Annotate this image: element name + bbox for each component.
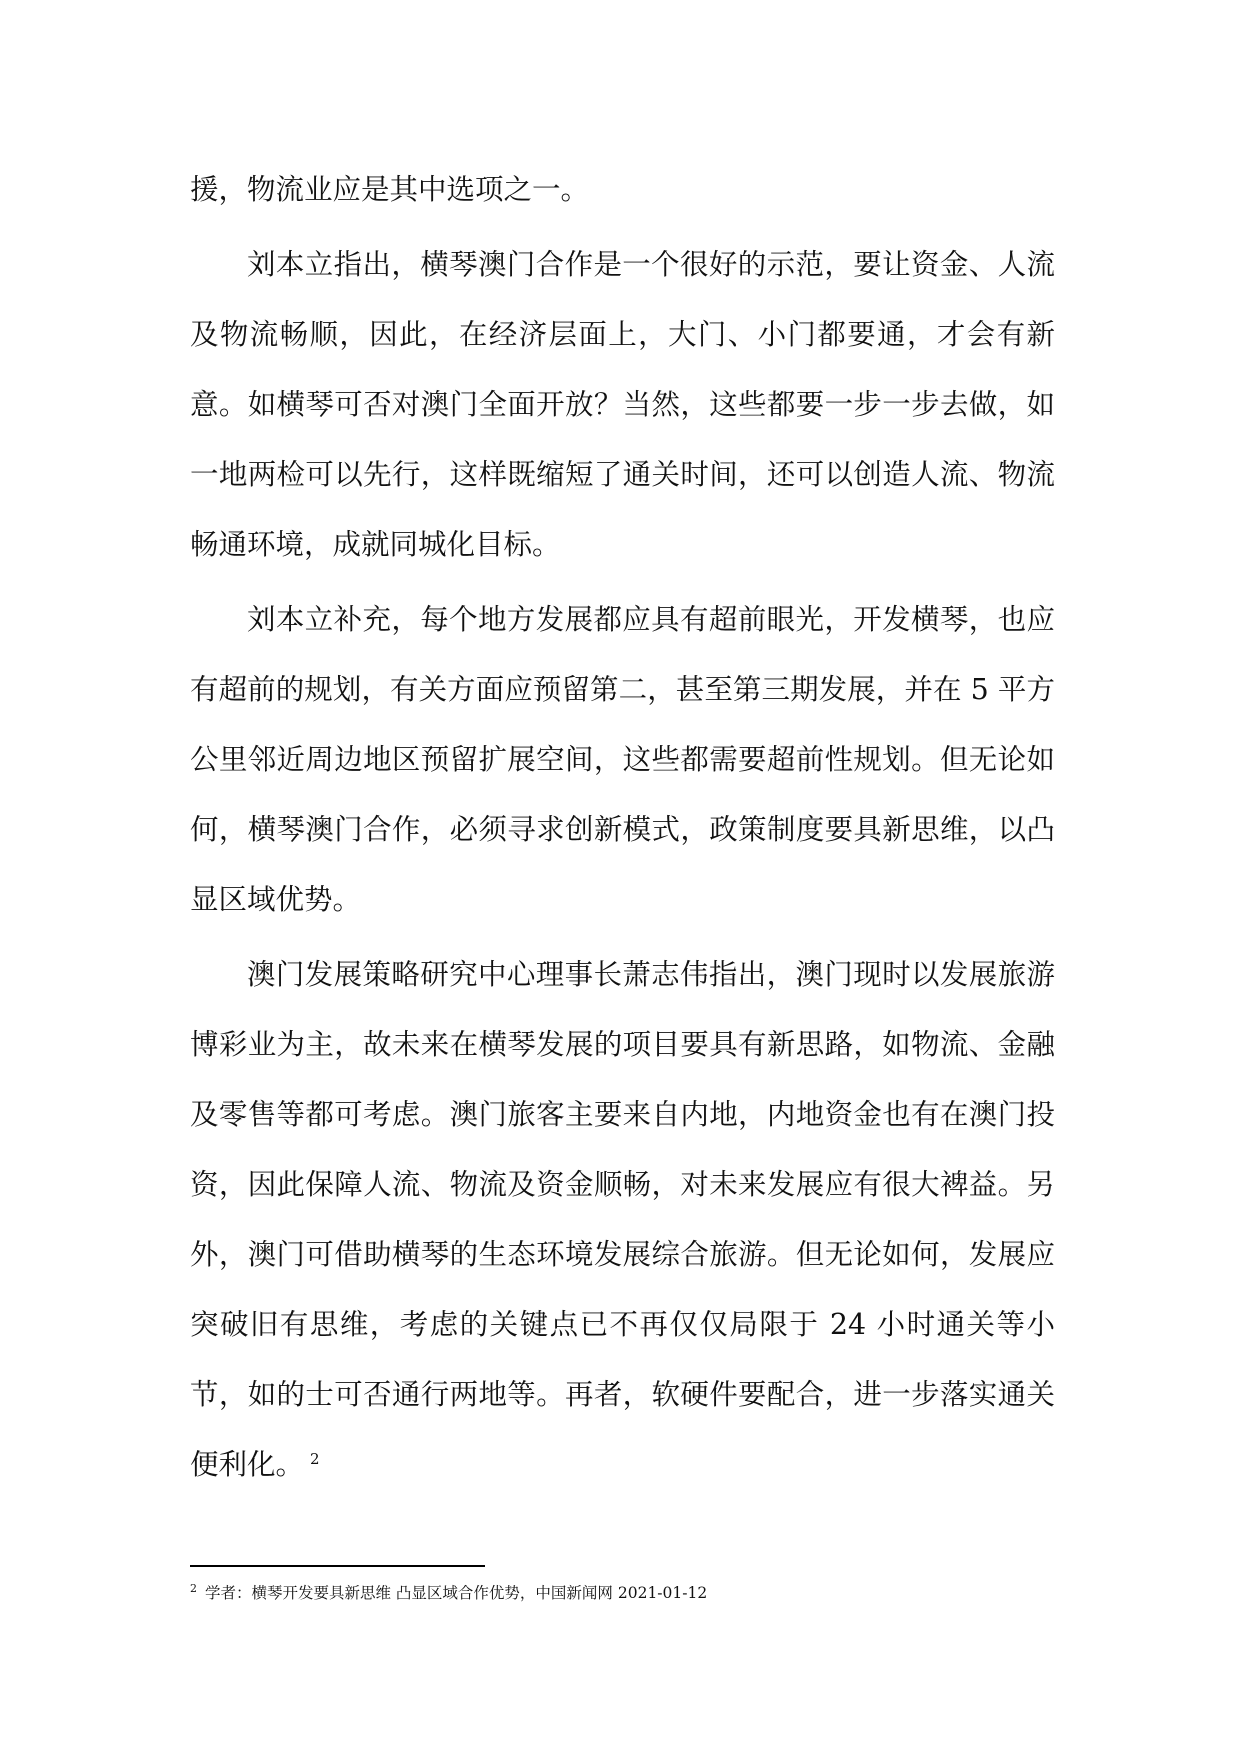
paragraph-xiao-zhiwei-text: 澳门发展策略研究中心理事长萧志伟指出，澳门现时以发展旅游博彩业为主，故未来在横琴发展的项目要具有新思路，如物流、金融及零售等都可考虑。澳门旅客主要来自内地，内地资金也有在澳门投资，因此保障人流、物流及资金顺畅，对未来发展应有很大裨益。另外，澳门可借助横琴的生态环境发展综合旅游。但无论如何，发展应突破旧有思维，考虑的关键点已不再仅仅局限于 24 小时通关等小节，如的士可否通行两地等。再者，软硬件要配合，进一步落实通关便利化。 <box>190 958 1055 1481</box>
body-text <box>190 155 1055 1505</box>
footnote-mark: 2 <box>190 1581 197 1595</box>
paragraph-liu-benli-planning: 刘本立补充，每个地方发展都应具有超前眼光，开发横琴，也应有超前的规划，有关方面应预留第二，甚至第三期发展，并在 5 平方公里邻近周边地区预留扩展空间，这些都需要超前性规划。但无论如何，横琴澳门合作，必须寻求创新模式，政策制度要具新思维，以凸显区域优势。 <box>190 603 1055 916</box>
footnote-reference[interactable]: 2 <box>310 1449 320 1468</box>
paragraph-continuation: 援，物流业应是其中选项之一。 <box>190 173 590 206</box>
paragraph-xiao-zhiwei <box>190 940 1055 1500</box>
footnote-divider <box>190 1565 485 1567</box>
paragraph-liu-benli-cooperation: 刘本立指出，横琴澳门合作是一个很好的示范，要让资金、人流及物流畅顺，因此，在经济层面上，大门、小门都要通，才会有新意。如横琴可否对澳门全面开放？当然，这些都要一步一步去做，如一地两检可以先行，这样既缩短了通关时间，还可以创造人流、物流畅通环境，成就同城化目标。 <box>190 248 1055 561</box>
footnote <box>190 1582 1050 1604</box>
footnote-text: 学者：横琴开发要具新思维 凸显区域合作优势，中国新闻网 2021-01-12 <box>205 1584 708 1602</box>
